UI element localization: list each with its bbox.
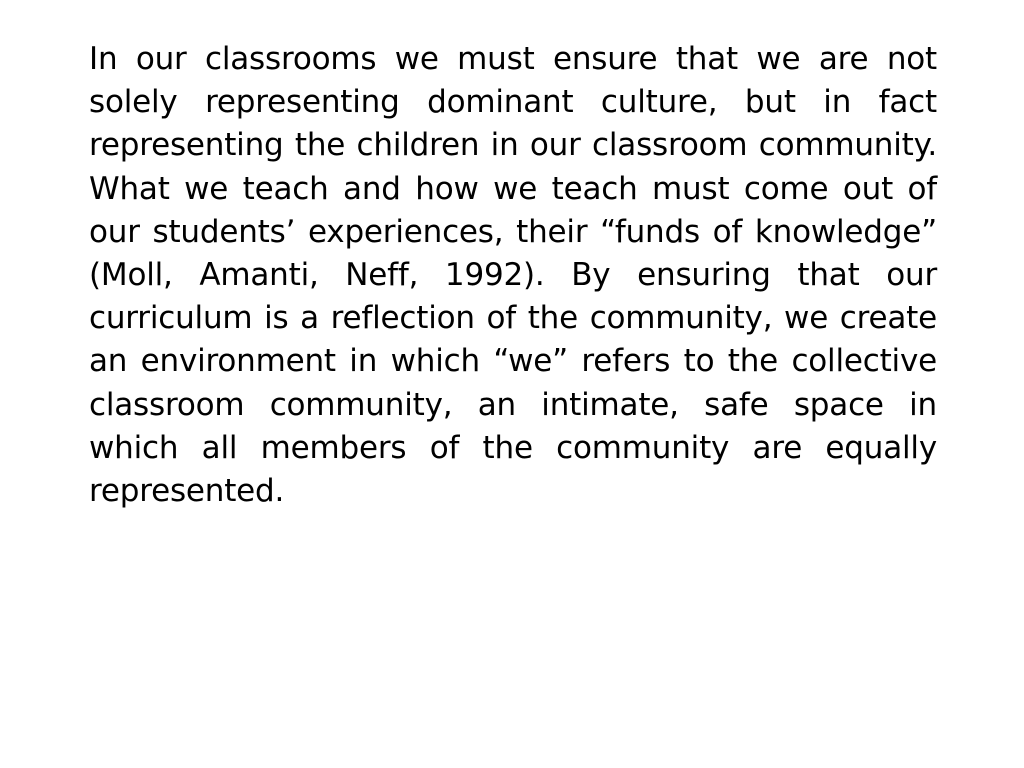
body-paragraph: In our classrooms we must ensure that we are not solely representing dominant culture, but in fact representing the children in our classroom community. What we teach and how we teach must come out of our students’ experiences, their “funds of knowledge” (Moll, Amanti, Neff, 1992). By ensuring that our curriculum is a reflection of the community, we create an environment in which “we” refers to the collective classroom community, an intimate, safe space in which all members of the community are equally represented. xyxy=(89,41,937,510)
